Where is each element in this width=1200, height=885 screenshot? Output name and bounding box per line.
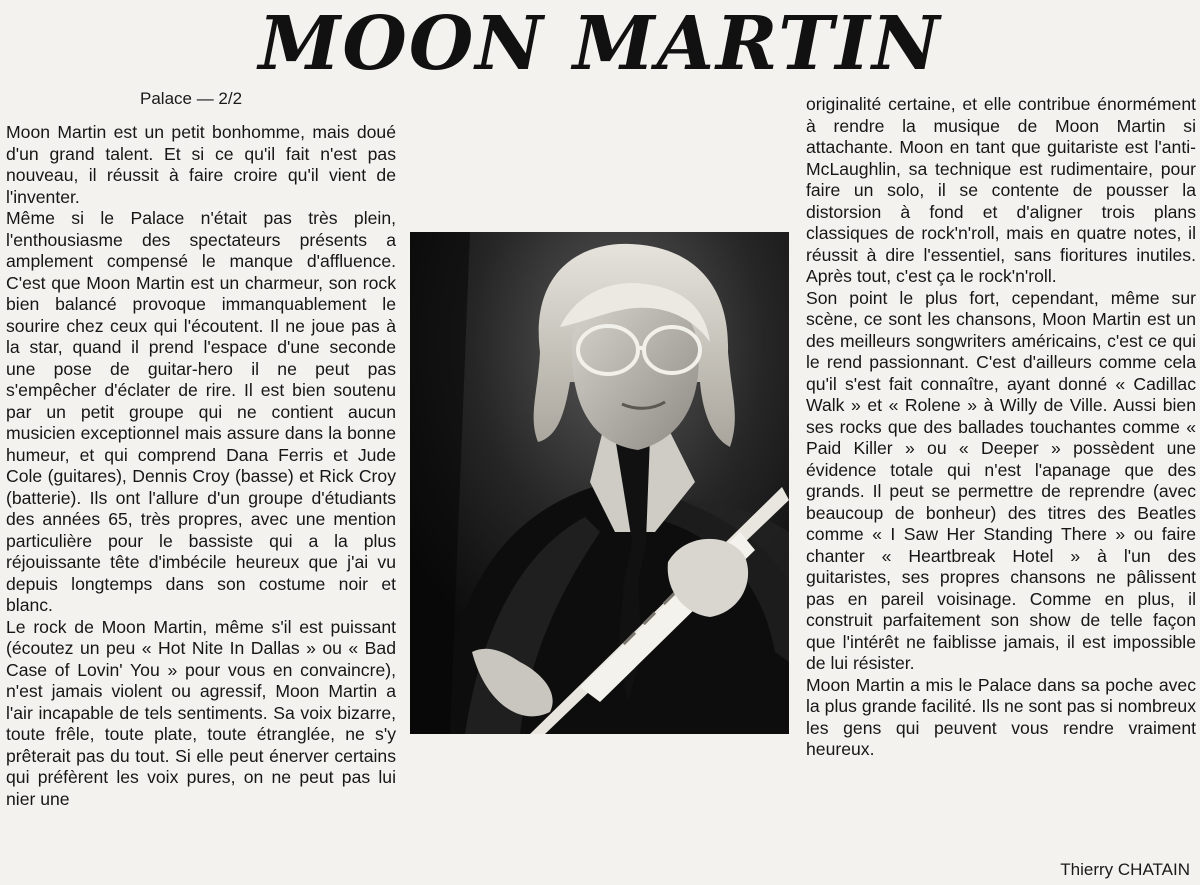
author-signature: Thierry CHATAIN (1060, 860, 1190, 879)
right-text-column (806, 94, 1196, 761)
left-paragraph-1: Moon Martin est un petit bonhomme, mais doué d'un grand talent. Et si ce qu'il fait n'est pas nouveau, il réussit à faire croire qu'il vient de l'inventer. (6, 122, 396, 207)
right-paragraph-1: originalité certaine, et elle contribue énormément à rendre la musique de Moon Martin si attachante. Moon en tant que guitariste est l'anti-McLaughlin, sa technique est rudimentaire, pour faire un solo, il se contente de pousser la distorsion à fond et d'aligner trois plans classiques de rock'n'roll, mais en quatre notes, il réussit à dire l'essentiel, sans fioritures inutiles. Après tout, c'est ça le rock'n'roll. (806, 94, 1196, 286)
left-paragraph-3: Le rock de Moon Martin, même s'il est puissant (écoutez un peu « Hot Nite In Dallas » ou « Bad Case of Lovin' You » pour vous en convaincre), n'est jamais violent ou agressif, Moon Martin a l'air incapable de tels sentiments. Sa voix bizarre, toute frêle, toute plate, toute étranglée, ne s'y prêterait pas du tout. Si elle peut énerver certains qui préfèrent les voix pures, on ne peut pas lui nier une (6, 616, 396, 809)
left-text-column (6, 122, 396, 810)
left-paragraph-2: Même si le Palace n'était pas très plein, l'enthousiasme des spectateurs présents a amplement compensé le manque d'affluence. C'est que Moon Martin est un charmeur, son rock bien balancé provoque immanquablement le sourire chez ceux qui l'écoutent. Il ne joue pas à la star, quand il prend l'espace d'une seconde une pose de guitar-hero il ne peut pas s'empêcher d'éclater de rire. Il est bien soutenu par un petit groupe qui ne contient aucun musicien exceptionnel mais assure dans la bonne humeur, et qui comprend Dana Ferris et Jude Cole (guitares), Dennis Croy (basse) et Rick Croy (batterie). Ils ont l'allure d'un groupe d'étudiants des années 65, très propres, avec une mention particulière pour le bassiste qui a la plus réjouissante tête d'imbécile heureux que j'ai vu depuis longtemps dans son costume noir et blanc. (6, 208, 396, 615)
concert-photo (410, 232, 789, 734)
article-subtitle: Palace — 2/2 (140, 89, 243, 108)
article-title: MOON MARTIN (258, 1, 942, 87)
guitarist-photo-illustration (410, 232, 789, 734)
right-paragraph-3: Moon Martin a mis le Palace dans sa poche avec la plus grande facilité. Ils ne sont pas si nombreux les gens qui peuvent vous rendre vraiment heureux. (806, 674, 1196, 759)
right-paragraph-2: Son point le plus fort, cependant, même sur scène, ce sont les chansons, Moon Martin est un des meilleurs songwriters américains, c'est ce qui le rend passionnant. C'est d'ailleurs comme cela qu'il s'est fait connaître, ayant donné « Cadillac Walk » et « Rolene » à Willy de Ville. Aussi bien ses rocks que des ballades touchantes comme « Paid Killer » ou « Deeper » possèdent une évidence totale qui n'est l'apanage que des grands. Il peut se permettre de reprendre (avec beaucoup de bonheur) des titres des Beatles comme « I Saw Her Standing There » ou faire chanter « Heartbreak Hotel » à l'un des guitaristes, ses propres chansons ne pâlissent pas en pareil voisinage. Comme en plus, il construit parfaitement son show de telle façon que l'intérêt ne faiblisse jamais, il est impossible de lui résister. (806, 287, 1196, 673)
